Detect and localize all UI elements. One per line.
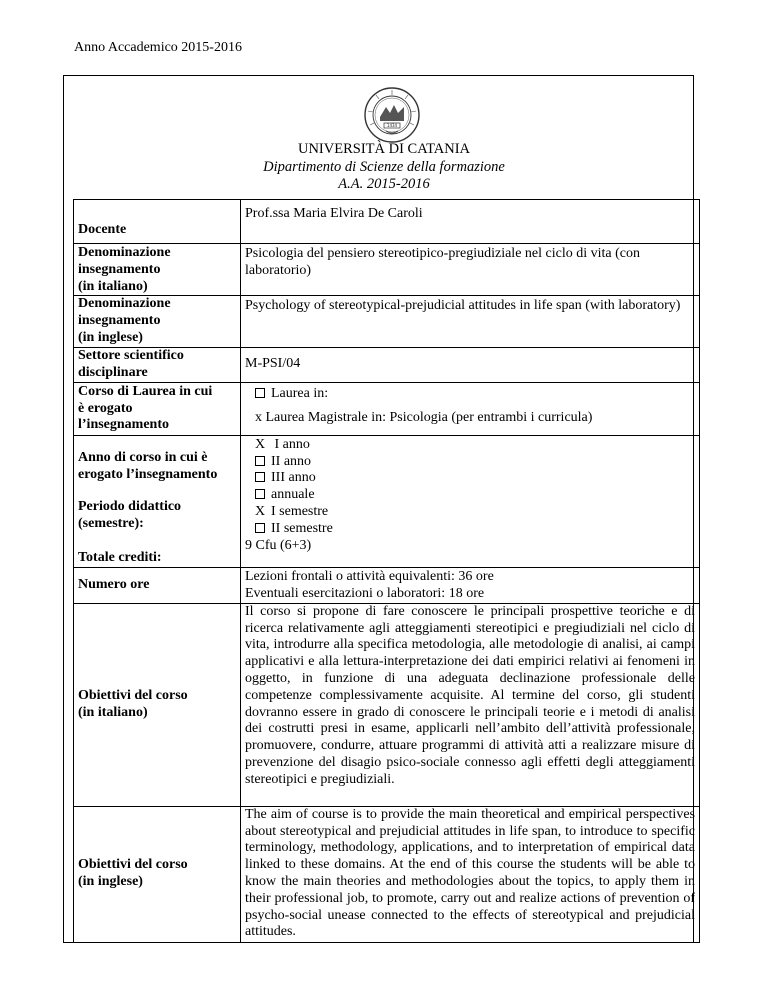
corso-laurea-value [241, 382, 700, 435]
checklist-item [255, 437, 695, 454]
label-line: è erogato [78, 400, 133, 416]
label-line: Settore scientifico [78, 347, 184, 363]
row-settore [74, 347, 700, 382]
course-table [73, 199, 700, 943]
settore-value: M-PSI/04 [241, 347, 700, 382]
row-obiettivi-it [74, 603, 700, 806]
row-numero-ore [74, 567, 700, 603]
x-mark: X [255, 436, 266, 452]
checklist-label: II semestre [271, 520, 333, 536]
anno-label [78, 450, 236, 484]
row-docente [74, 200, 700, 244]
checklist-label: II anno [271, 453, 312, 469]
svg-text:1434: 1434 [386, 123, 398, 129]
university-seal-icon [364, 87, 420, 143]
checklist-item [255, 470, 695, 487]
label-line: Anno di corso in cui è [78, 449, 208, 465]
obiettivi-en-value: The aim of course is to provide the main theoretical and empirical perspectives about stereotypical and prejudicial attitudes in life span, to introduce to specific terminology, methodology, applications, and to interpretation of empirical data linked to these domains. At the end of this course the students will be able to know the main theories and methodologies about the topics, to apply them in their professional job, to promote, carry out and realize actions of prevention of psycho-social unease connected to the effects of stereotypical and prejudicial attitudes. [241, 806, 700, 942]
checklist-label: I semestre [271, 503, 329, 519]
ore-laboratori: Eventuali esercitazioni o laboratori: 18 ore [245, 585, 485, 601]
label-line: insegnamento [78, 261, 161, 277]
row-obiettivi-en [74, 806, 700, 942]
row-anno-periodo-crediti [74, 435, 700, 567]
label-line: Obiettivi del corso [78, 687, 188, 703]
label-line: (in italiano) [78, 704, 148, 720]
label-line: Denominazione [78, 296, 171, 312]
checklist-item [255, 454, 695, 471]
checklist-item [255, 487, 695, 504]
label-line: erogato l’insegnamento [78, 466, 218, 482]
label-line: Periodo didattico [78, 499, 182, 515]
university-name: UNIVERSITÀ DI CATANIA [297, 141, 471, 157]
crediti-label: Totale crediti: [78, 549, 162, 565]
x-mark: X [255, 503, 266, 519]
numero-ore-value [241, 567, 700, 603]
settore-label [74, 347, 241, 382]
anno-periodo-crediti-values [241, 435, 700, 567]
denominazione-en-label [74, 296, 241, 347]
row-denominazione-it [74, 244, 700, 296]
laurea-option [255, 386, 695, 403]
checkbox-icon [255, 523, 265, 533]
denominazione-en-value: Psychology of stereotypical-prejudicial attitudes in life span (with laboratory) [241, 296, 700, 347]
checklist-label: III anno [271, 470, 316, 486]
anno-periodo-crediti-labels [74, 435, 241, 567]
numero-ore-label: Numero ore [74, 567, 241, 603]
label-line: Denominazione [78, 245, 171, 260]
checklist-item [255, 504, 695, 521]
page-header: Anno Accademico 2015-2016 [74, 40, 242, 55]
crediti-value: 9 Cfu (6+3) [245, 537, 312, 553]
row-denominazione-en [74, 296, 700, 347]
checklist-item [255, 521, 695, 538]
obiettivi-it-label [74, 603, 241, 806]
label-line: Corso di Laurea in cui [78, 383, 213, 399]
checklist-label: annuale [271, 487, 315, 503]
laurea-magistrale-option: x Laurea Magistrale in: Psicologia (per entrambi i curricula) [255, 409, 593, 425]
obiettivi-it-value: Il corso si propone di fare conoscere le principali prospettive teoriche e di ricerca relativamente agli atteggiamenti stereotipici e pregiudiziali nel ciclo di vita, introdurre alla specifica metodologia, alle metodologie di analisi, ai campi applicativi e alla lettura-interpretazione dei dati empirici relativi ai fenomeni in oggetto, in funzione di una adeguata declinazione professionale delle competenze complessivamente acquisite. Al termine del corso, gli studenti dovranno essere in grado di conoscere le principali teorie e i metodi di analisi dei costrutti presi in esame, applicarli nell’ambito dell’attività professionale, promuovere, condurre, attuare programmi di attività atti a realizzare misure di prevenzione del disagio psico-sociale connesso agli effetti degli atteggiamenti stereotipici e pregiudiziali. [241, 603, 700, 806]
docente-label: Docente [74, 200, 241, 244]
periodo-label [78, 499, 236, 533]
label-line: disciplinare [78, 364, 148, 380]
checkbox-icon [255, 388, 265, 398]
denominazione-it-value: Psicologia del pensiero stereotipico-pregiudiziale nel ciclo di vita (con laboratorio) [241, 244, 700, 296]
docente-value: Prof.ssa Maria Elvira De Caroli [241, 200, 700, 244]
row-corso-laurea [74, 382, 700, 435]
corso-laurea-label [74, 382, 241, 435]
label-line: (in inglese) [78, 329, 143, 345]
checkbox-icon [255, 472, 265, 482]
department-name: Dipartimento di Scienze della formazione [263, 159, 505, 175]
label-line: Obiettivi del corso [78, 857, 188, 873]
label-line: l’insegnamento [78, 417, 169, 433]
checklist-label: I anno [271, 436, 310, 452]
denominazione-it-label [74, 244, 241, 296]
checkbox-icon [255, 489, 265, 499]
label-line: insegnamento [78, 313, 161, 329]
checkbox-icon [255, 456, 265, 466]
label-line: (in inglese) [78, 874, 143, 890]
ore-lezioni: Lezioni frontali o attività equivalenti: 36 ore [245, 568, 494, 584]
label-line: (semestre): [78, 516, 144, 532]
laurea-option-label: Laurea in: [271, 385, 329, 401]
obiettivi-en-label [74, 806, 241, 942]
academic-year: A.A. 2015-2016 [338, 176, 430, 192]
year-semester-checklist [245, 437, 695, 538]
label-line: (in italiano) [78, 278, 148, 294]
